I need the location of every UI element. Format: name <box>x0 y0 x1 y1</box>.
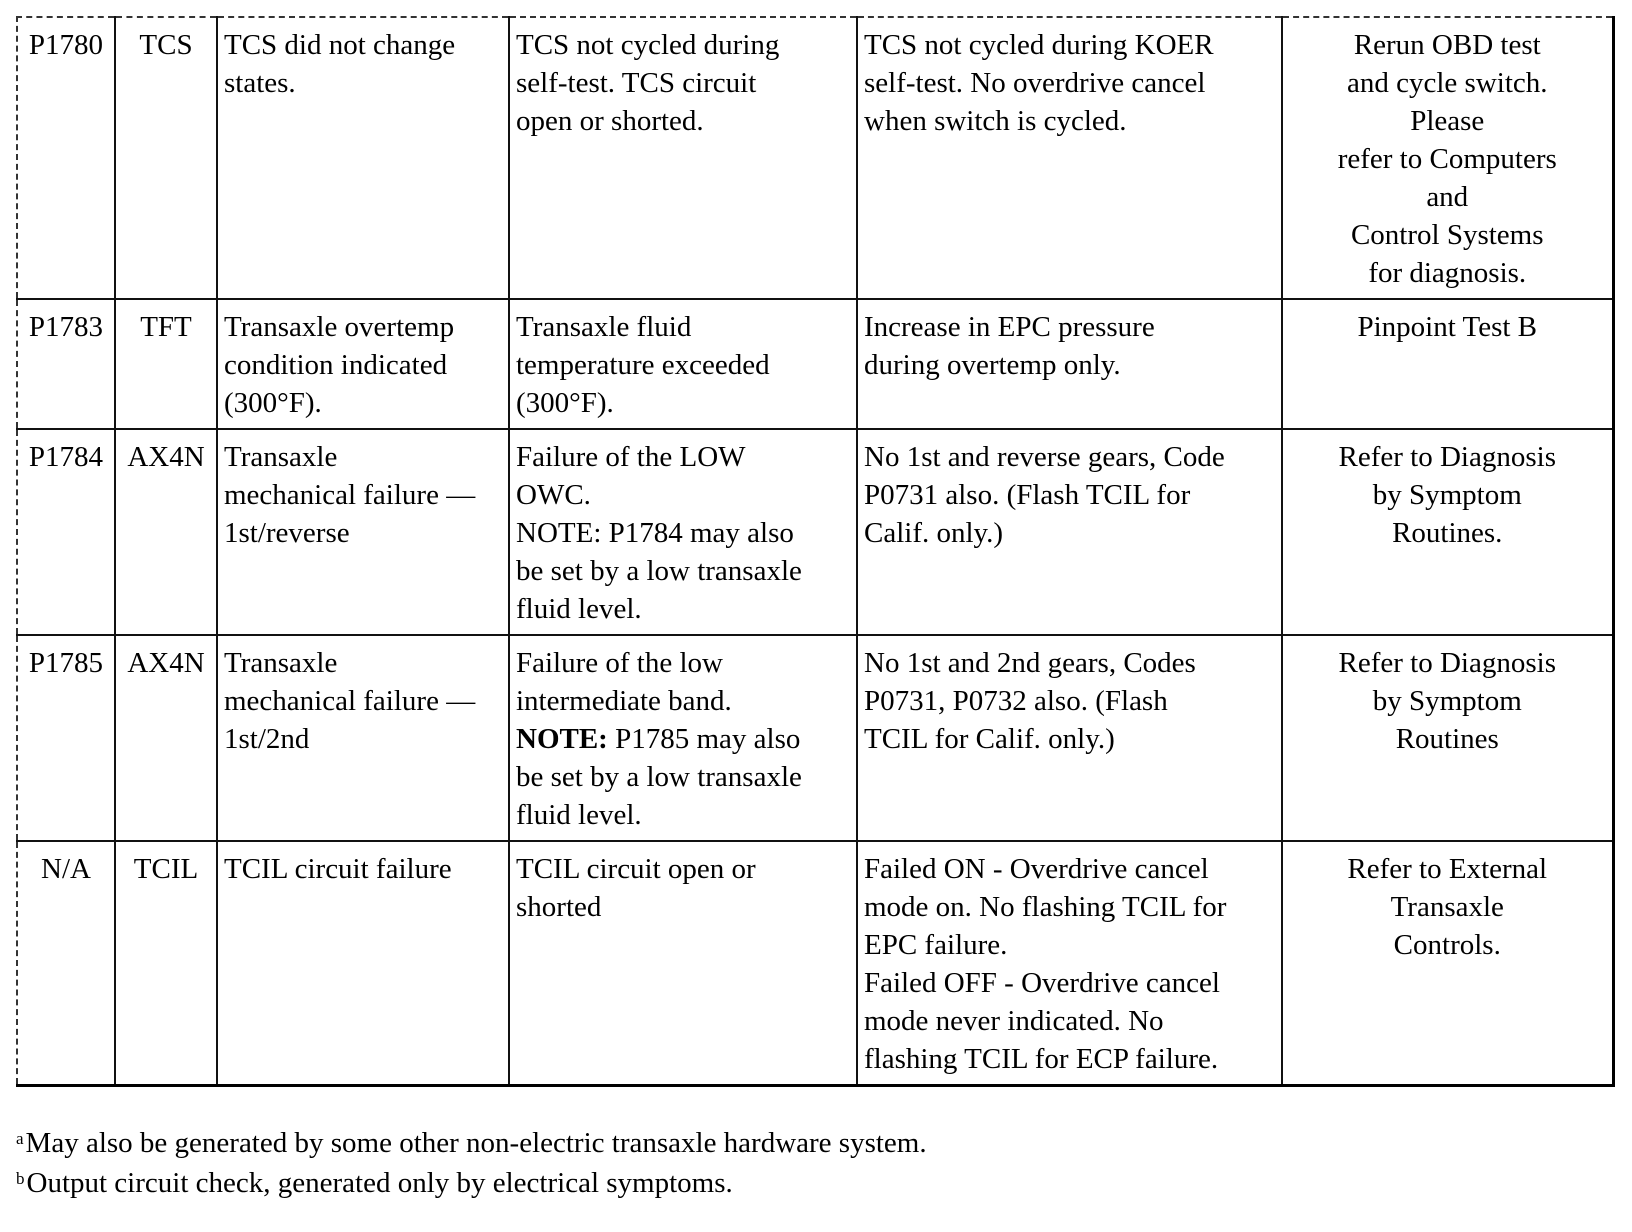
cell-line: Calif. only.) <box>864 517 1004 549</box>
cell-line: flashing TCIL for ECP failure. <box>864 1043 1219 1075</box>
cell-line: mode on. No flashing TCIL for <box>864 891 1227 923</box>
table-row <box>17 841 1613 1086</box>
component-text: TCS <box>139 29 193 61</box>
code-cell <box>17 635 115 841</box>
condition-cell <box>509 429 857 635</box>
cell-line: during overtemp only. <box>864 349 1121 381</box>
cell-line: TCS not cycled during KOER <box>864 29 1214 61</box>
component-text: TFT <box>140 311 192 343</box>
cell-line: Refer to External <box>1347 853 1548 885</box>
table-row <box>17 635 1613 841</box>
component-cell <box>115 299 217 429</box>
diagnostic-code-table <box>16 16 1615 1087</box>
description-cell <box>217 841 509 1086</box>
condition-cell <box>509 299 857 429</box>
cell-line: Transaxle overtemp <box>224 311 455 343</box>
cell-line: Controls. <box>1393 929 1501 961</box>
cell-line: Routines <box>1395 723 1499 755</box>
cell-line: shorted <box>516 891 602 923</box>
symptom-cell <box>857 299 1282 429</box>
cell-line: by Symptom <box>1372 479 1522 511</box>
action-cell <box>1282 429 1613 635</box>
component-text: AX4N <box>127 647 205 679</box>
component-cell <box>115 17 217 299</box>
code-text: P1785 <box>28 647 104 679</box>
code-text: P1780 <box>28 29 104 61</box>
cell-line: Refer to Diagnosis <box>1338 647 1556 679</box>
document-page <box>16 16 1616 1203</box>
footnote-mark: a <box>16 1129 24 1148</box>
cell-line: Rerun OBD test <box>1353 29 1541 61</box>
cell-line: Transaxle <box>1390 891 1504 923</box>
footnote <box>16 1163 1616 1203</box>
symptom-cell <box>857 429 1282 635</box>
action-cell <box>1282 299 1613 429</box>
cell-line: Transaxle <box>224 647 338 679</box>
action-cell <box>1282 17 1613 299</box>
cell-line: Transaxle <box>224 441 338 473</box>
cell-line: TCIL circuit failure <box>224 853 452 885</box>
cell-line: NOTE: P1784 may also <box>516 517 794 549</box>
cell-line: mechanical failure — <box>224 479 476 511</box>
symptom-cell <box>857 635 1282 841</box>
note-label: NOTE: <box>516 723 608 755</box>
component-cell <box>115 635 217 841</box>
code-text: N/A <box>41 853 91 885</box>
cell-line: Please <box>1410 105 1485 137</box>
cell-line <box>516 720 850 758</box>
symptom-cell <box>857 17 1282 299</box>
cell-line: for diagnosis. <box>1368 257 1527 289</box>
component-text: TCIL <box>133 853 199 885</box>
cell-line: (300°F). <box>224 387 322 419</box>
action-cell <box>1282 635 1613 841</box>
cell-line: fluid level. <box>516 799 642 831</box>
cell-line: 1st/reverse <box>224 517 350 549</box>
cell-line: condition indicated <box>224 349 448 381</box>
cell-line: TCS not cycled during <box>516 29 780 61</box>
cell-line: No 1st and reverse gears, Code <box>864 441 1225 473</box>
cell-line: be set by a low transaxle <box>516 555 802 587</box>
table-row <box>17 429 1613 635</box>
cell-line: TCIL circuit open or <box>516 853 756 885</box>
cell-line: EPC failure. <box>864 929 1008 961</box>
footnotes <box>16 1123 1616 1203</box>
cell-line: mechanical failure — <box>224 685 476 717</box>
component-cell <box>115 429 217 635</box>
cell-line: fluid level. <box>516 593 642 625</box>
description-cell <box>217 429 509 635</box>
cell-line: self-test. TCS circuit <box>516 67 757 99</box>
cell-line: 1st/2nd <box>224 723 310 755</box>
cell-line: refer to Computers <box>1337 143 1557 175</box>
code-cell <box>17 841 115 1086</box>
cell-line: Failed ON - Overdrive cancel <box>864 853 1209 885</box>
code-text: P1783 <box>28 311 104 343</box>
cell-line: Control Systems <box>1350 219 1544 251</box>
cell-line: open or shorted. <box>516 105 704 137</box>
footnote-text: May also be generated by some other non-electric transaxle hardware system. <box>25 1127 927 1159</box>
cell-line: and cycle switch. <box>1346 67 1548 99</box>
description-cell <box>217 299 509 429</box>
code-cell <box>17 429 115 635</box>
cell-line: mode never indicated. No <box>864 1005 1164 1037</box>
code-text: P1784 <box>28 441 104 473</box>
cell-line: P0731 also. (Flash TCIL for <box>864 479 1191 511</box>
cell-line: intermediate band. <box>516 685 732 717</box>
description-cell <box>217 17 509 299</box>
footnote-text: Output circuit check, generated only by electrical symptoms. <box>26 1167 733 1199</box>
condition-cell <box>509 635 857 841</box>
cell-line: TCS did not change <box>224 29 456 61</box>
code-cell <box>17 17 115 299</box>
cell-line: P0731, P0732 also. (Flash <box>864 685 1168 717</box>
code-cell <box>17 299 115 429</box>
cell-line: Failure of the low <box>516 647 723 679</box>
cell-line: Transaxle fluid <box>516 311 692 343</box>
note-text: P1785 may also <box>607 723 801 755</box>
table-row <box>17 17 1613 299</box>
condition-cell <box>509 841 857 1086</box>
component-cell <box>115 841 217 1086</box>
description-cell <box>217 635 509 841</box>
cell-line: Increase in EPC pressure <box>864 311 1155 343</box>
symptom-cell <box>857 841 1282 1086</box>
component-text: AX4N <box>127 441 205 473</box>
cell-line: states. <box>224 67 296 99</box>
cell-line: by Symptom <box>1372 685 1522 717</box>
cell-line: Failed OFF - Overdrive cancel <box>864 967 1220 999</box>
cell-line: be set by a low transaxle <box>516 761 802 793</box>
cell-line: No 1st and 2nd gears, Codes <box>864 647 1196 679</box>
action-cell <box>1282 841 1613 1086</box>
cell-line: Failure of the LOW <box>516 441 746 473</box>
footnote <box>16 1123 1616 1163</box>
condition-cell <box>509 17 857 299</box>
cell-line: TCIL for Calif. only.) <box>864 723 1115 755</box>
cell-line: when switch is cycled. <box>864 105 1127 137</box>
cell-line: Pinpoint Test B <box>1357 311 1538 343</box>
cell-line: temperature exceeded <box>516 349 770 381</box>
cell-line: self-test. No overdrive cancel <box>864 67 1206 99</box>
table-row <box>17 299 1613 429</box>
cell-line: Refer to Diagnosis <box>1338 441 1556 473</box>
footnote-mark: b <box>16 1169 25 1188</box>
cell-line: and <box>1426 181 1469 213</box>
cell-line: (300°F). <box>516 387 614 419</box>
cell-line: OWC. <box>516 479 591 511</box>
cell-line: Routines. <box>1392 517 1503 549</box>
